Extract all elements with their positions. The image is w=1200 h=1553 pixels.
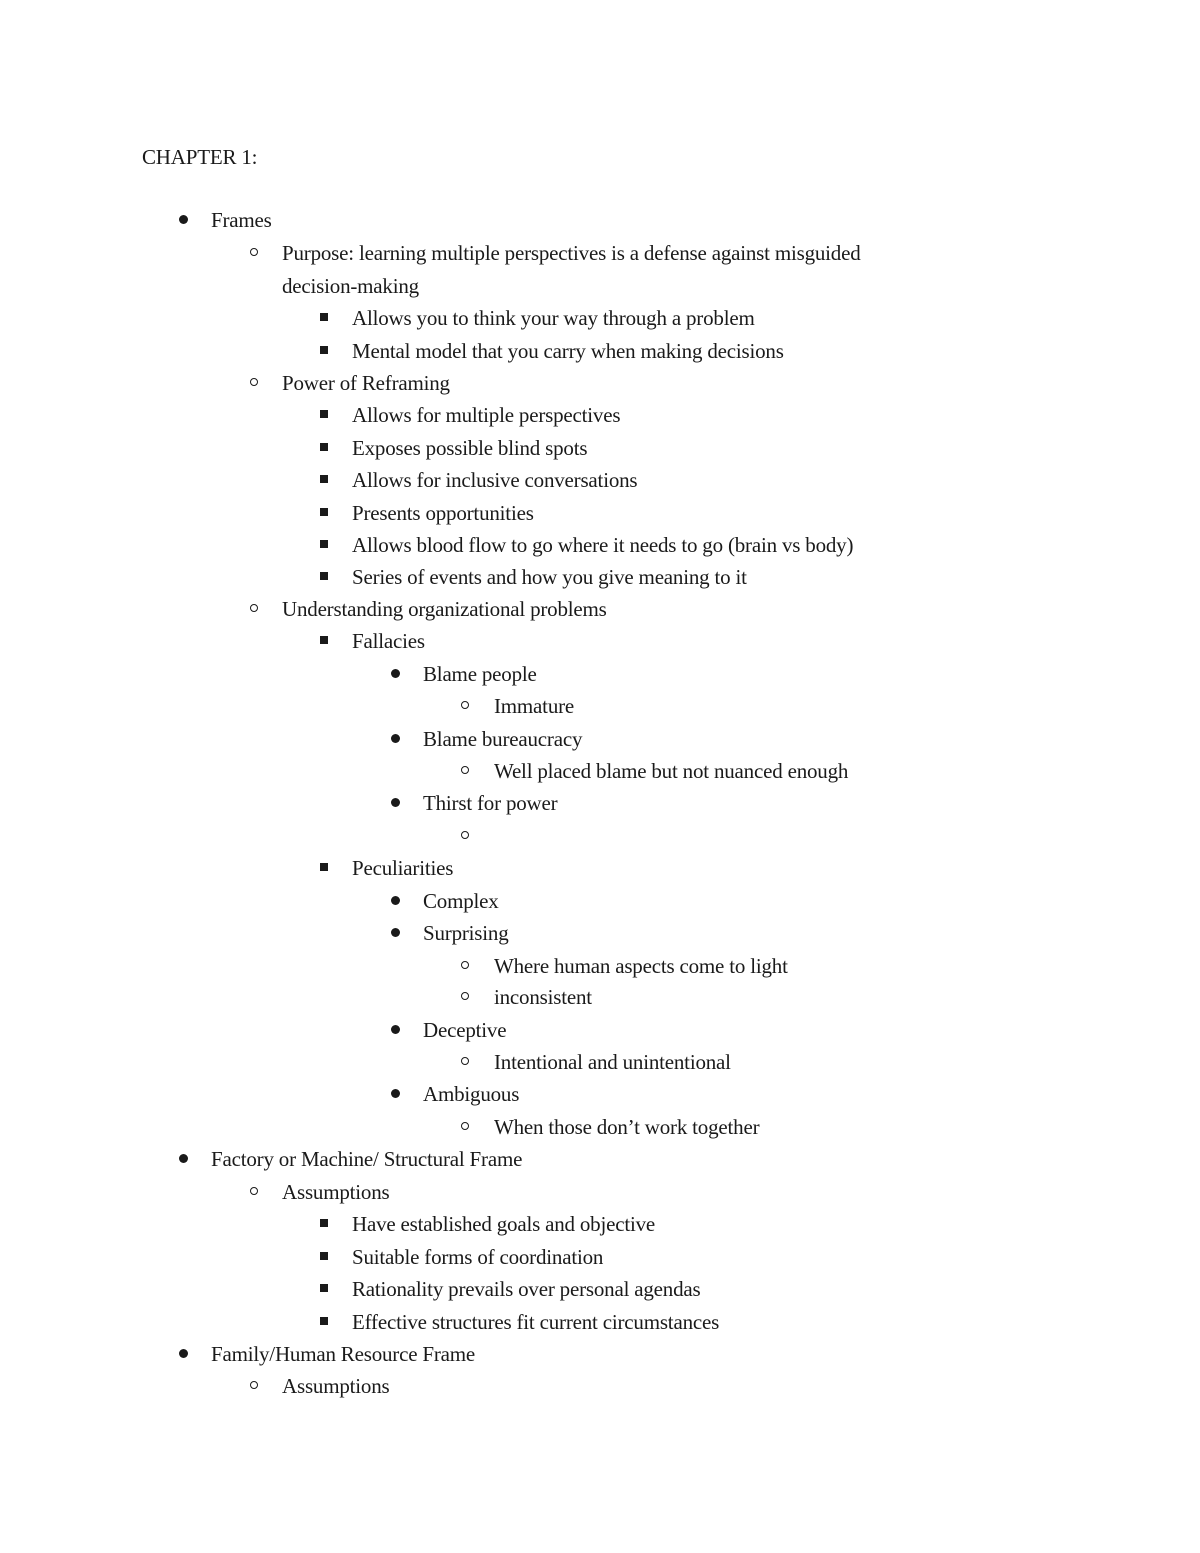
outline-item-text: Ambiguous <box>423 1082 520 1106</box>
outline-item-text: Series of events and how you give meaning to it <box>352 565 747 589</box>
outline-item-text: Well placed blame but not nuanced enough <box>494 759 849 783</box>
square-bullet-icon <box>320 540 328 548</box>
outline-item-text: Surprising <box>423 921 509 945</box>
outline-item-text: Where human aspects come to light <box>494 954 788 978</box>
square-bullet-icon <box>320 475 328 483</box>
outline-item-text: Frames <box>211 208 272 232</box>
outline-item-text: Blame bureaucracy <box>423 727 583 751</box>
outline-item-text: Mental model that you carry when making decisions <box>352 339 784 363</box>
circle-bullet-icon <box>250 1187 258 1195</box>
circle-bullet-icon <box>461 961 469 969</box>
outline-item-text: Effective structures fit current circumstances <box>352 1310 720 1334</box>
square-bullet-icon <box>320 1284 328 1292</box>
outline-item-text: Power of Reframing <box>282 371 450 395</box>
outline-item-text: Factory or Machine/ Structural Frame <box>211 1147 523 1171</box>
outline-item-text: Suitable forms of coordination <box>352 1245 604 1269</box>
square-bullet-icon <box>320 1252 328 1260</box>
outline-item-text: Immature <box>494 694 575 718</box>
outline-item-text: Presents opportunities <box>352 501 534 525</box>
outline-item-text: Allows you to think your way through a problem <box>352 306 755 330</box>
circle-bullet-icon <box>250 604 258 612</box>
circle-bullet-icon <box>461 992 469 1000</box>
outline-item-text: Complex <box>423 889 499 913</box>
outline-item-text: Exposes possible blind spots <box>352 436 588 460</box>
disc-bullet-icon <box>391 734 400 743</box>
square-bullet-icon <box>320 313 328 321</box>
square-bullet-icon <box>320 863 328 871</box>
outline-item-text: When those don’t work together <box>494 1115 760 1139</box>
outline-item-text: decision-making <box>282 274 419 298</box>
square-bullet-icon <box>320 1317 328 1325</box>
outline-item-text: Assumptions <box>282 1180 390 1204</box>
outline-item-text: Thirst for power <box>423 791 558 815</box>
circle-bullet-icon <box>250 1381 258 1389</box>
outline-item-text: Intentional and unintentional <box>494 1050 731 1074</box>
circle-bullet-icon <box>250 248 258 256</box>
circle-bullet-icon <box>461 701 469 709</box>
disc-bullet-icon <box>391 1025 400 1034</box>
disc-bullet-icon <box>391 1089 400 1098</box>
disc-bullet-icon <box>179 215 188 224</box>
outline-item-text: Blame people <box>423 662 537 686</box>
circle-bullet-icon <box>461 1122 469 1130</box>
outline-item-text: Fallacies <box>352 629 425 653</box>
square-bullet-icon <box>320 443 328 451</box>
square-bullet-icon <box>320 346 328 354</box>
outline-item-text: Have established goals and objective <box>352 1212 656 1236</box>
outline-item-text: Purpose: learning multiple perspectives is a defense against misguided <box>282 241 861 265</box>
outline-item-text: Allows for multiple perspectives <box>352 403 621 427</box>
square-bullet-icon <box>320 572 328 580</box>
disc-bullet-icon <box>391 798 400 807</box>
disc-bullet-icon <box>391 669 400 678</box>
outline-item-text: Deceptive <box>423 1018 507 1042</box>
outline-item-text: Family/Human Resource Frame <box>211 1342 476 1366</box>
square-bullet-icon <box>320 636 328 644</box>
outline-item-text: Peculiarities <box>352 856 454 880</box>
chapter-heading: CHAPTER 1: <box>142 145 258 169</box>
outline-item-text: Assumptions <box>282 1374 390 1398</box>
square-bullet-icon <box>320 1219 328 1227</box>
disc-bullet-icon <box>391 928 400 937</box>
outline-item-text: inconsistent <box>494 985 592 1009</box>
outline-item-text: Understanding organizational problems <box>282 597 607 621</box>
square-bullet-icon <box>320 410 328 418</box>
square-bullet-icon <box>320 508 328 516</box>
circle-bullet-icon <box>250 378 258 386</box>
outline-item-text: Allows for inclusive conversations <box>352 468 638 492</box>
disc-bullet-icon <box>391 896 400 905</box>
outline-item-text: Rationality prevails over personal agendas <box>352 1277 701 1301</box>
circle-bullet-icon <box>461 766 469 774</box>
disc-bullet-icon <box>179 1349 188 1358</box>
circle-bullet-icon <box>461 1057 469 1065</box>
circle-bullet-icon <box>461 831 469 839</box>
disc-bullet-icon <box>179 1154 188 1163</box>
outline-item-text: Allows blood flow to go where it needs to go (brain vs body) <box>352 533 854 557</box>
